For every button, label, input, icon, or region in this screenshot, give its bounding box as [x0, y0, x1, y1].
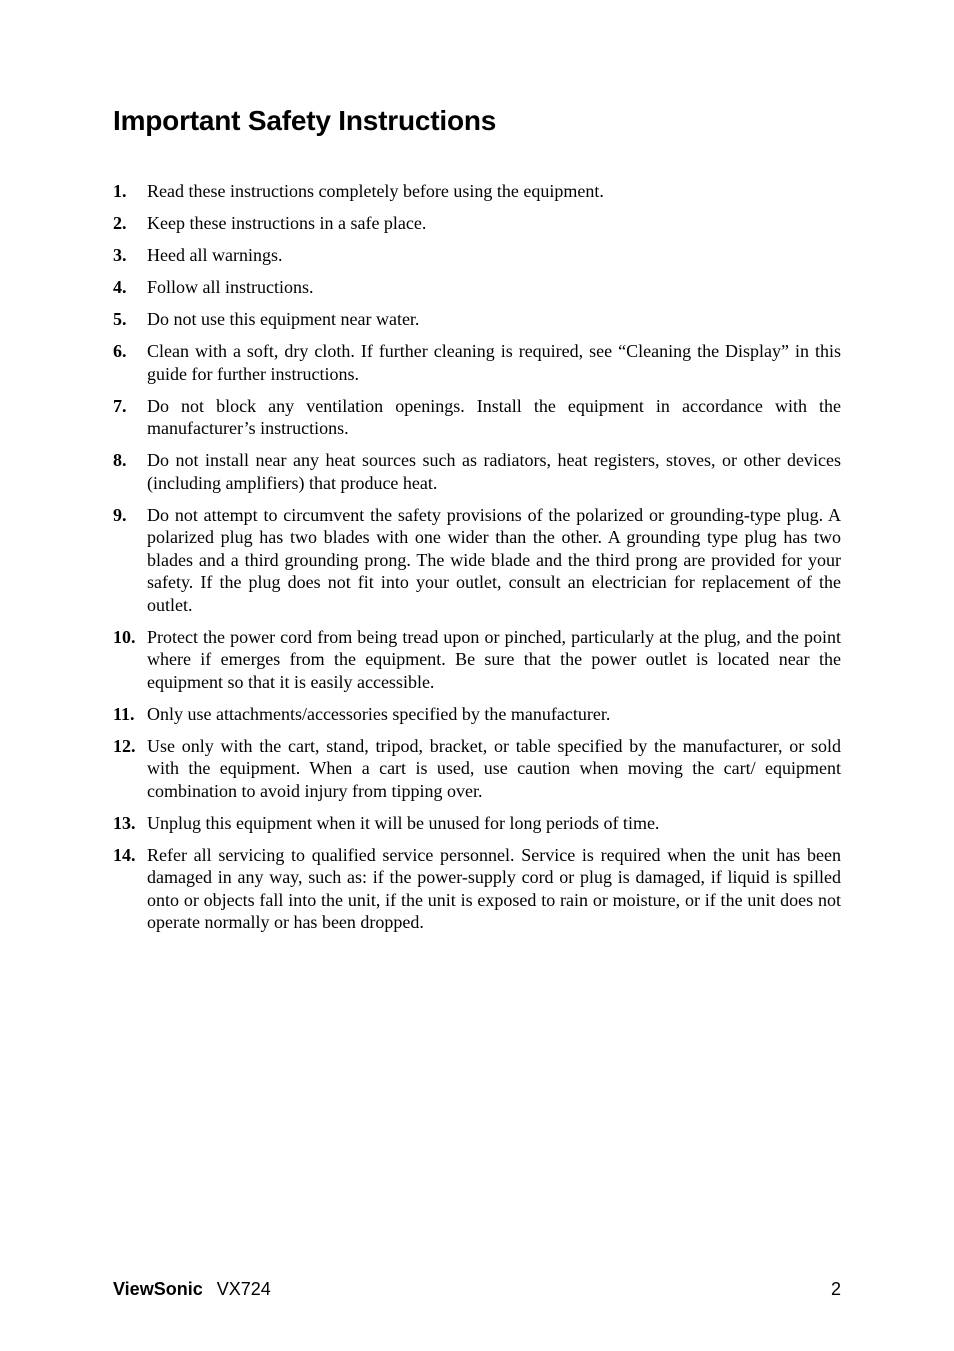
item-number: 4. — [113, 277, 127, 297]
item-number: 7. — [113, 395, 127, 416]
item-text: Keep these instructions in a safe place. — [147, 213, 427, 233]
list-item — [113, 180, 841, 203]
footer-brand: ViewSonic — [113, 1279, 203, 1299]
item-number: 5. — [113, 309, 127, 329]
item-text: Read these instructions completely before using the equipment. — [147, 181, 604, 201]
item-number: 8. — [113, 450, 127, 470]
list-item — [113, 212, 841, 235]
item-number: 3. — [113, 245, 127, 265]
page-number: 2 — [830, 1279, 841, 1299]
list-item — [113, 812, 841, 835]
item-text: Clean with a soft, dry cloth. If further cleaning is required, see “Cleaning the Display” in this guide for further instructions. — [147, 341, 841, 384]
list-item — [113, 504, 841, 617]
item-number: 10. — [113, 626, 136, 647]
list-item — [113, 276, 841, 299]
item-text: Do not install near any heat sources such as radiators, heat registers, stoves, or other devices (including amplifiers) that produce heat. — [147, 450, 841, 493]
list-item — [113, 395, 841, 440]
item-text: Follow all instructions. — [147, 277, 314, 297]
item-text: Unplug this equipment when it will be unused for long periods of time. — [147, 812, 660, 833]
page-footer — [113, 1277, 841, 1301]
item-number: 9. — [113, 504, 127, 525]
item-number: 6. — [113, 341, 127, 361]
item-number: 11. — [113, 703, 135, 724]
item-text: Do not attempt to circumvent the safety provisions of the polarized or grounding-type plug. A polarized plug has two blades with one wider than the other. A grounding type plug has two blades and a third grounding prong. The wide blade and the third prong are provided for your safety. If the plug does not fit into your outlet, consult an electrician for replacement of the outlet. — [147, 504, 841, 615]
safety-instruction-list — [113, 180, 841, 943]
list-item — [113, 340, 841, 385]
item-number: 2. — [113, 213, 127, 233]
item-text: Refer all servicing to qualified service personnel. Service is required when the unit has been damaged in any way, such as: if the power-supply cord or plug is damaged, if liquid is spilled onto or objects fall into the unit, if the unit is exposed to rain or moisture, or if the unit does not operate normally or has been dropped. — [147, 844, 841, 932]
list-item — [113, 626, 841, 694]
item-text: Only use attachments/accessories specified by the manufacturer. — [147, 703, 611, 724]
list-item — [113, 703, 841, 726]
list-item — [113, 449, 841, 494]
item-number: 13. — [113, 812, 136, 833]
list-item — [113, 244, 841, 267]
item-number: 14. — [113, 844, 136, 865]
footer-model: VX724 — [216, 1279, 271, 1299]
item-text: Use only with the cart, stand, tripod, bracket, or table specified by the manufacturer, or sold with the equipment. When a cart is used, use caution when moving the cart/ equipment combination to avoid injury from tipping over. — [147, 735, 841, 801]
list-item — [113, 844, 841, 934]
list-item — [113, 308, 841, 331]
list-item — [113, 735, 841, 803]
item-text: Do not use this equipment near water. — [147, 309, 420, 329]
item-text: Do not block any ventilation openings. Install the equipment in accordance with the manufacturer’s instructions. — [147, 395, 841, 438]
item-number: 12. — [113, 735, 136, 756]
item-text: Heed all warnings. — [147, 245, 283, 265]
item-number: 1. — [113, 181, 127, 201]
page-title: Important Safety Instructions — [113, 105, 497, 136]
item-text: Protect the power cord from being tread upon or pinched, particularly at the plug, and the point where if emerges from the equipment. Be sure that the power outlet is located near the equipment so that it is easily accessible. — [147, 626, 841, 692]
